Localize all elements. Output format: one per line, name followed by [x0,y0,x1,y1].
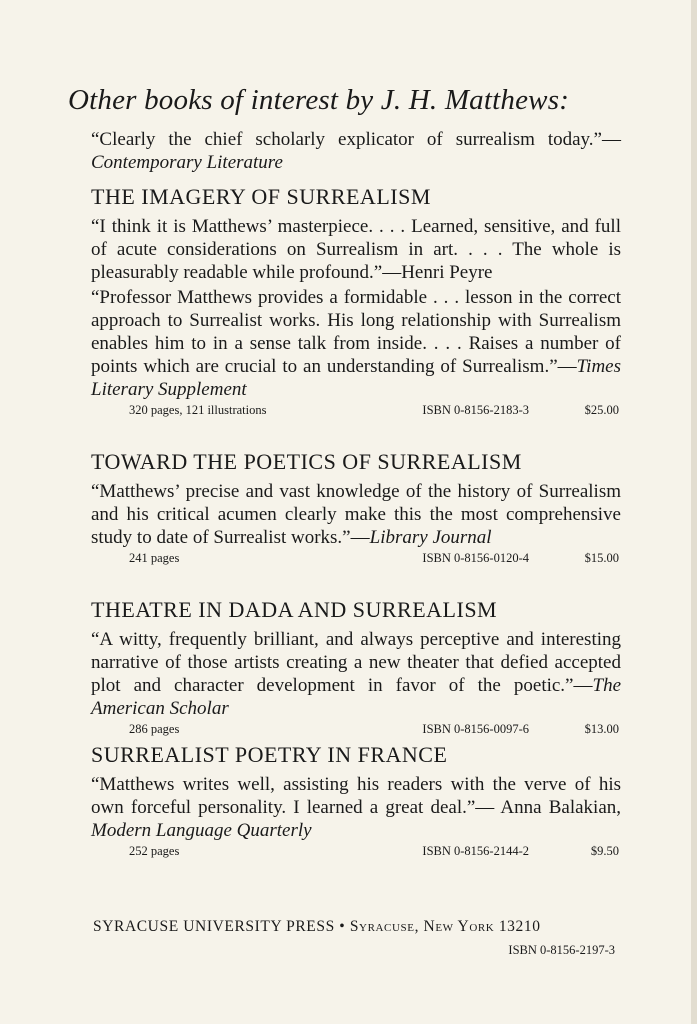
book-pages: 286 pages [129,722,180,736]
book-review-quote [91,773,621,842]
review-quote-text: “A witty, frequently brilliant, and always perceptive and interesting narrative of those artists creating a new theater that defied accepted plot and character development in favor of the poetic.”— [91,629,621,696]
book-entry-poetics [91,449,621,567]
review-quote-text: “Matthews writes well, assisting his readers with the verve of his own forceful personality. I learned a great deal.”— Anna Balakian, [91,774,621,818]
book-isbn: ISBN 0-8156-2144-2 [422,844,529,858]
book-isbn: ISBN 0-8156-0097-6 [422,722,529,736]
book-review-quote: “I think it is Matthews’ masterpiece. . . . Learned, sensitive, and full of acute considerations on Surrealism in art. . . . The whole is pleasurably readable while profound.”—Henri Peyre [91,216,621,283]
review-source: Modern Language Quarterly [91,820,312,841]
book-price: $13.00 [584,722,619,736]
intro-quote-text: “Clearly the chief scholarly explicator of surrealism today.”— [91,129,621,150]
publisher-name: SYRACUSE UNIVERSITY PRESS [93,918,335,935]
review-source: Library Journal [369,527,492,548]
book-review-quote [91,480,621,549]
review-quote-text: “Professor Matthews provides a formidable . . . lesson in the correct approach to Surrealist works. His long relationship with Surrealism enables him to in a sense talk from inside. . . . Raises a number of points which are crucial to an understanding of Surrealism.”— [91,287,621,377]
book-meta [91,844,621,860]
book-meta [91,551,621,567]
intro-quote-source: Contemporary Literature [91,152,283,173]
book-title: THEATRE IN DADA AND SURREALISM [91,597,498,622]
book-meta [91,722,621,738]
publisher-location: Syracuse, New York 13210 [349,918,541,935]
book-pages: 241 pages [129,551,180,565]
bullet-separator: • [339,918,346,935]
book-entry-poetry [91,742,621,860]
book-price: $9.50 [590,844,619,858]
intro-quote [91,128,621,174]
book-review-quote [91,628,621,720]
cover-isbn: ISBN 0-8156-2197-3 [508,943,615,957]
book-isbn: ISBN 0-8156-0120-4 [422,551,529,565]
book-price: $25.00 [584,403,619,417]
review-source: Times Literary Supplement [91,356,621,400]
book-entry-imagery [91,184,621,419]
book-pages: 252 pages [129,844,180,858]
publisher-line [93,918,623,936]
book-price: $15.00 [584,551,619,565]
book-title: THE IMAGERY OF SURREALISM [91,184,431,209]
book-title: TOWARD THE POETICS OF SURREALISM [91,449,522,474]
review-source: The American Scholar [91,675,621,719]
page-heading: Other books of interest by J. H. Matthews: [68,84,570,116]
book-isbn: ISBN 0-8156-2183-3 [422,403,529,417]
book-title: SURREALIST POETRY IN FRANCE [91,742,448,767]
book-meta [91,403,621,419]
book-pages: 320 pages, 121 illustrations [129,403,267,417]
book-review-quote [91,286,621,401]
book-entry-theatre [91,597,621,738]
review-quote-text: “Matthews’ precise and vast knowledge of the history of Surrealism and his critical acumen clearly make this the most comprehensive study to date of Surrealist works.”— [91,481,621,548]
